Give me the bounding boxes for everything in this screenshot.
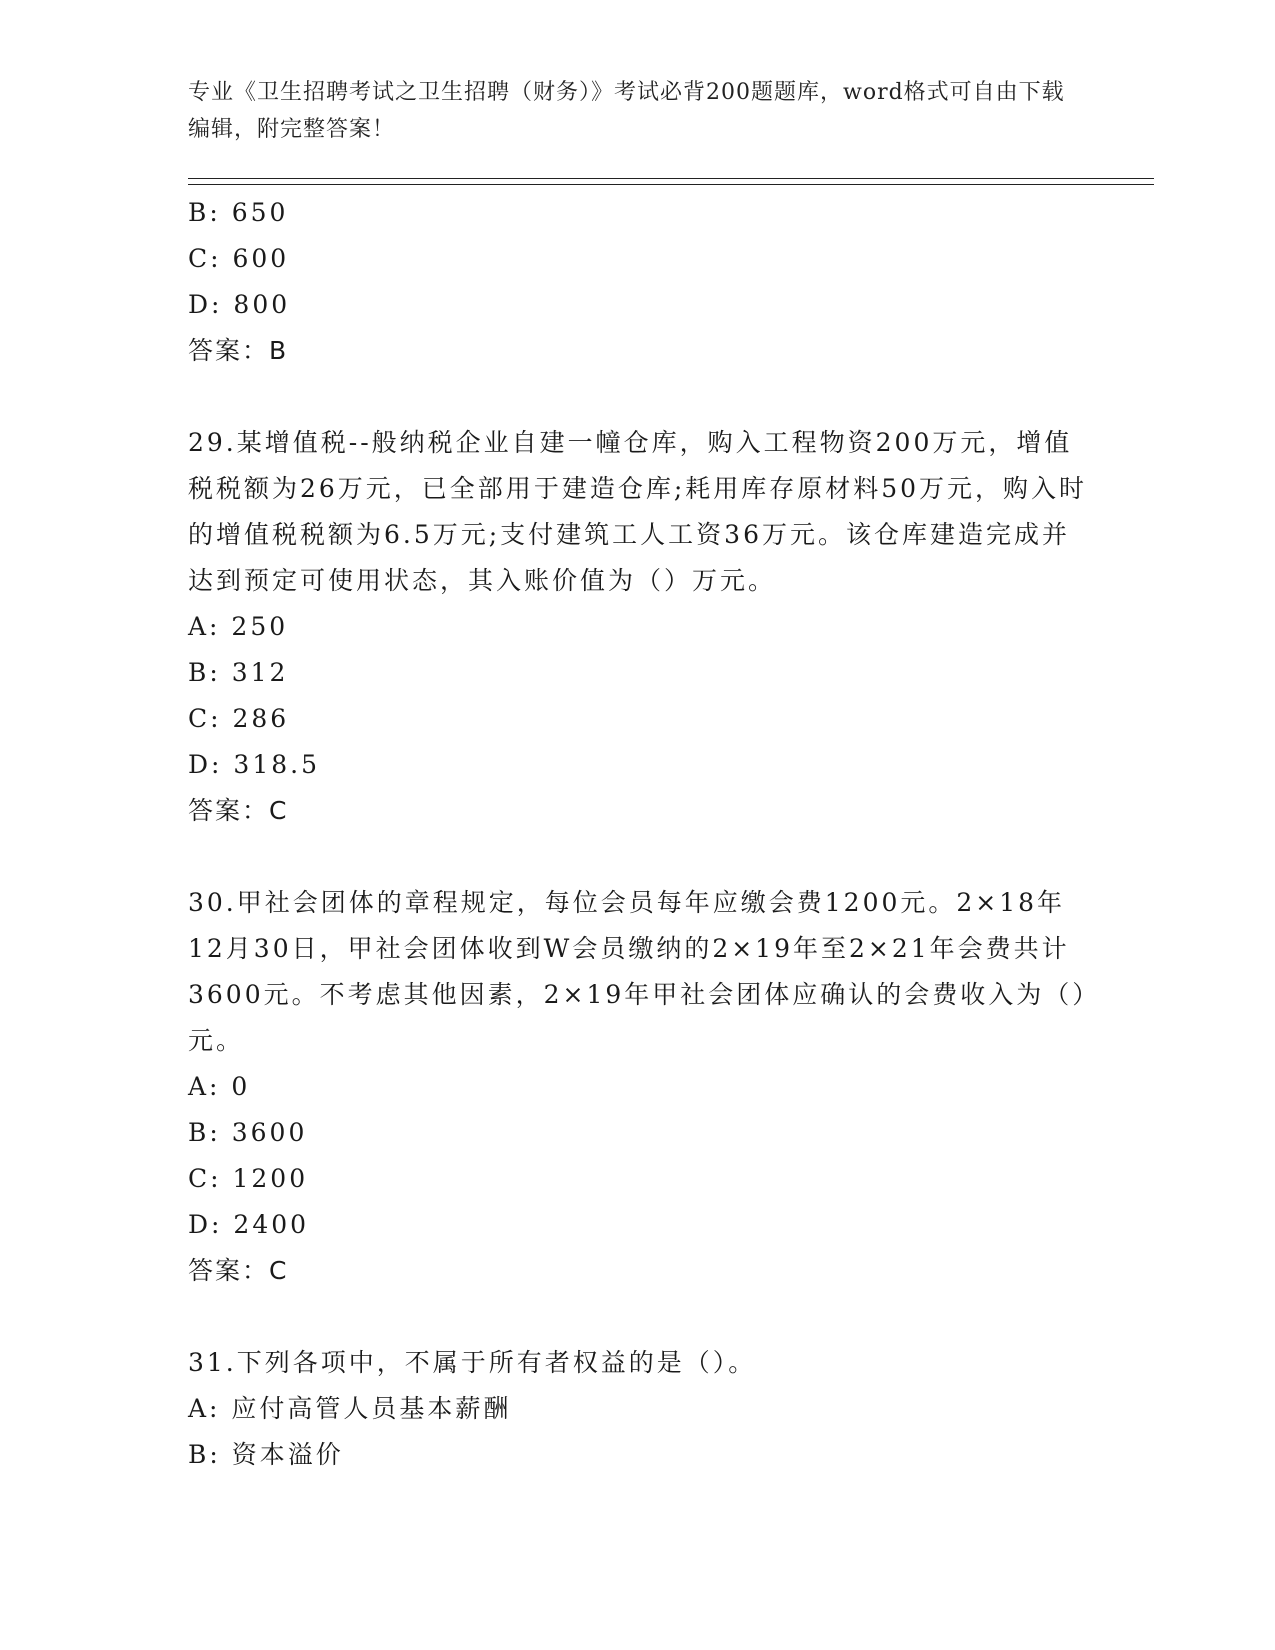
- spacer: [188, 374, 1088, 420]
- header-rule-bottom: [188, 184, 1154, 185]
- question-29-text: 29.某增值税--般纳税企业自建一幢仓库，购入工程物资200万元，增值税税额为26万元，已全部用于建造仓库;耗用库存原材料50万元，购入时的增值税税额为6.5万元;支付建筑工人工资36万元。该仓库建造完成并达到预定可使用状态，其入账价值为（）万元。: [188, 428, 1088, 595]
- question-30-option-a: A: 0: [188, 1072, 251, 1101]
- question-29-option-a: A: 250: [188, 612, 289, 641]
- spacer: [188, 1294, 1088, 1340]
- question-31-text: 31.下列各项中，不属于所有者权益的是（）。: [188, 1348, 757, 1377]
- question-29-option-b: B: 312: [188, 658, 289, 687]
- question-31-option-a: A: 应付高管人员基本薪酬: [188, 1394, 512, 1423]
- spacer: [188, 834, 1088, 880]
- option-c: C: 600: [188, 244, 290, 273]
- question-29-option-c: C: 286: [188, 704, 290, 733]
- option-d: D: 800: [188, 290, 291, 319]
- question-30-text: 30.甲社会团体的章程规定，每位会员每年应缴会费1200元。2×18年12月30日，甲社会团体收到W会员缴纳的2×19年至2×21年会费共计3600元。不考虑其他因素，2×19年甲社会团体应确认的会费收入为（）元。: [188, 888, 1088, 1055]
- question-29-option-d: D: 318.5: [188, 750, 320, 779]
- question-29-answer: 答案：C: [188, 796, 289, 825]
- question-30-option-c: C: 1200: [188, 1164, 309, 1193]
- question-30-answer: 答案：C: [188, 1256, 289, 1285]
- document-body: [188, 190, 1088, 1478]
- question-30-option-d: D: 2400: [188, 1210, 310, 1239]
- document-header: 专业《卫生招聘考试之卫生招聘（财务）》考试必背200题题库，word格式可自由下载编辑，附完整答案！: [188, 80, 1065, 142]
- header-rule-top: [188, 178, 1154, 179]
- answer-line: 答案：B: [188, 336, 289, 365]
- question-31-option-b: B: 资本溢价: [188, 1440, 344, 1469]
- question-30-option-b: B: 3600: [188, 1118, 308, 1147]
- option-b: B: 650: [188, 198, 289, 227]
